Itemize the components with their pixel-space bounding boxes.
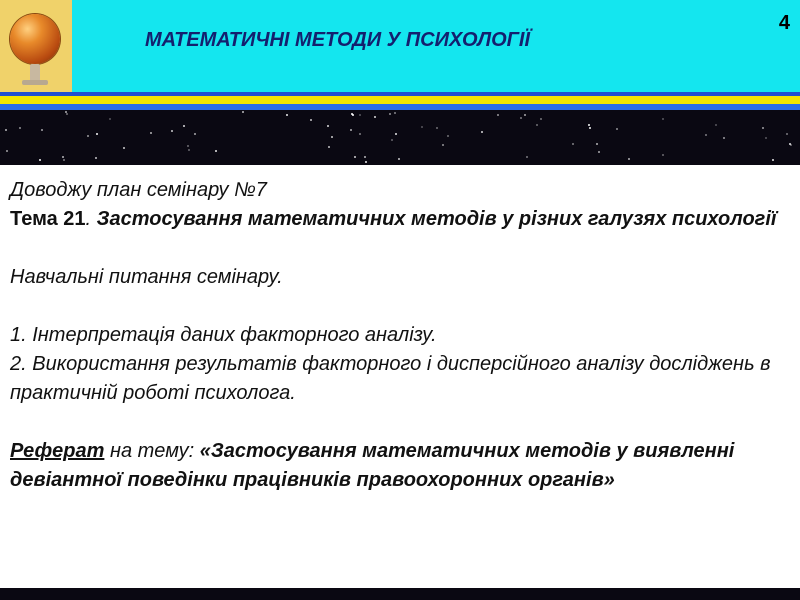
star: [96, 133, 98, 135]
star: [447, 135, 449, 137]
star: [389, 113, 391, 115]
star: [398, 158, 400, 160]
star: [95, 157, 97, 159]
star: [331, 136, 333, 138]
star: [150, 132, 152, 134]
star: [772, 159, 774, 161]
star: [540, 118, 542, 120]
page-number: 4: [778, 12, 790, 34]
star: [350, 129, 352, 131]
star: [5, 129, 7, 131]
star: [365, 161, 367, 163]
star: [328, 146, 330, 148]
plan-line: Доводжу план семінару №7: [10, 179, 267, 201]
star: [662, 118, 664, 120]
star: [87, 135, 89, 137]
star: [359, 114, 361, 116]
star: [524, 114, 526, 116]
star: [628, 158, 630, 160]
star: [723, 137, 725, 139]
star: [589, 127, 591, 129]
star: [359, 133, 361, 135]
star: [536, 124, 538, 126]
essay-line: [10, 437, 790, 495]
star: [39, 159, 41, 161]
slide-title: МАТЕМАТИЧНІ МЕТОДИ У ПСИХОЛОГІЇ: [145, 29, 531, 51]
topic-text: Застосування математичних методів у різних галузях психології: [96, 208, 777, 230]
star: [520, 117, 522, 119]
star: [6, 150, 8, 152]
star: [790, 144, 792, 146]
star: [421, 126, 423, 128]
star: [364, 156, 366, 158]
star: [526, 156, 528, 158]
globe-icon: [10, 14, 60, 64]
essay-mid: на тему:: [104, 440, 200, 462]
star: [171, 130, 173, 132]
slide-content: [10, 176, 790, 495]
star: [765, 137, 767, 139]
star: [391, 139, 393, 141]
star: [572, 143, 574, 145]
star: [394, 112, 396, 114]
star: [374, 116, 376, 118]
star: [616, 128, 618, 130]
stand-base-icon: [22, 80, 48, 85]
logo: [0, 0, 72, 92]
question-2: 2. Використання результатів факторного і дисперсійного аналізу досліджень в практичній роботі психолога.: [10, 353, 771, 404]
star: [310, 119, 312, 121]
star: [188, 149, 190, 151]
star: [242, 111, 244, 113]
star: [436, 127, 438, 129]
star: [123, 147, 125, 149]
star: [19, 127, 21, 129]
essay-label: Реферат: [10, 440, 105, 462]
star: [596, 143, 598, 145]
slide-header: [0, 0, 800, 92]
star: [497, 114, 499, 116]
star: [762, 127, 764, 129]
star: [187, 145, 189, 147]
essay-text: «Застосування математичних методів у виявленні девіантної поведінки працівників правоохоронних органів»: [10, 440, 735, 491]
star: [286, 114, 288, 116]
question-1: 1. Інтерпретація даних факторного аналізу.: [10, 324, 437, 346]
star: [481, 131, 483, 133]
header-stripe-yellow: [0, 96, 800, 104]
star: [705, 134, 707, 136]
star: [215, 150, 217, 152]
star: [41, 129, 43, 131]
star: [109, 118, 111, 120]
star: [395, 133, 397, 135]
starfield-bottom: [0, 588, 800, 600]
star: [62, 156, 64, 158]
star: [327, 125, 329, 127]
star: [183, 125, 185, 127]
star: [354, 156, 356, 158]
star: [351, 113, 353, 115]
topic-line: [10, 205, 790, 234]
star: [715, 124, 717, 126]
star: [786, 133, 788, 135]
star: [194, 133, 196, 135]
starfield-band: [0, 110, 800, 165]
star: [662, 154, 664, 156]
topic-label: Тема 21: [10, 208, 86, 230]
topic-separator: .: [85, 208, 97, 230]
star: [598, 151, 600, 153]
star: [588, 124, 590, 126]
star: [442, 144, 444, 146]
star: [63, 159, 65, 161]
questions-heading: Навчальні питання семінару.: [10, 266, 283, 288]
star: [66, 113, 68, 115]
